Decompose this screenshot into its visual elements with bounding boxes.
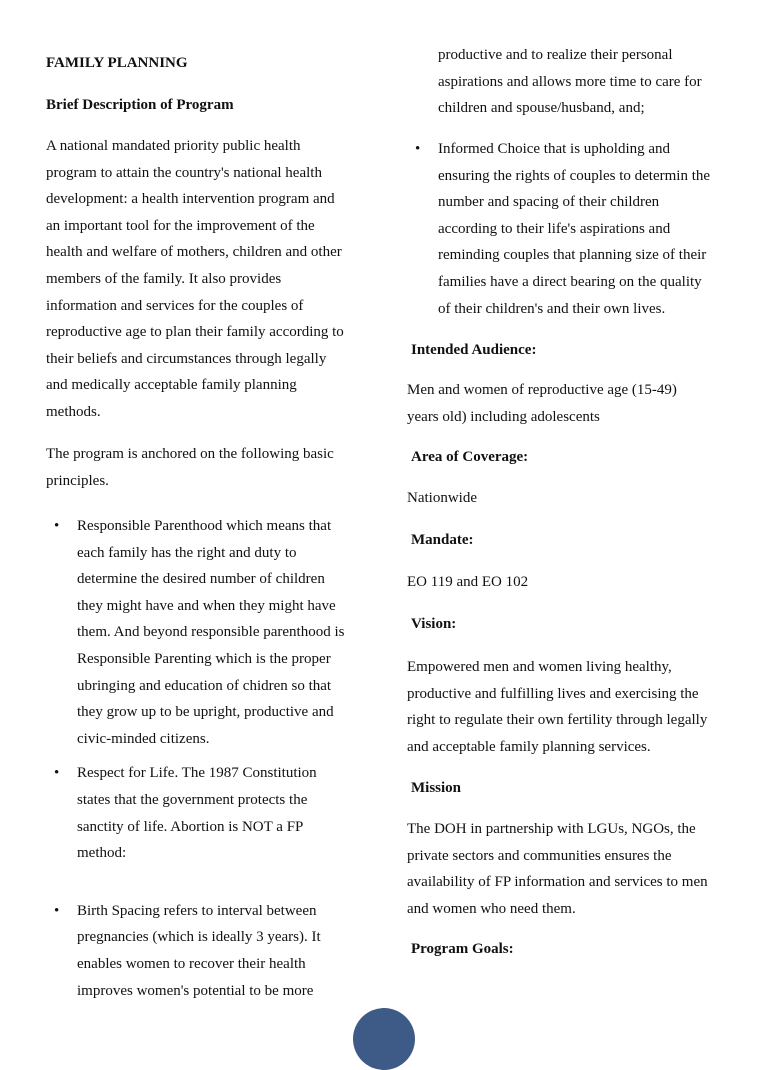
document-title: FAMILY PLANNING: [46, 55, 188, 71]
text-line: pregnancies (which is ideally 3 years). It: [77, 929, 321, 946]
principles-bullet-list-continued: [407, 136, 725, 322]
section-heading-mandate: Mandate:: [411, 532, 474, 548]
text-line: Birth Spacing refers to interval between: [77, 902, 317, 919]
text-line: states that the government protects the: [77, 791, 308, 808]
section-heading-brief-description: Brief Description of Program: [46, 97, 234, 113]
text-line: productive and to realize their personal: [438, 47, 673, 63]
text-line: The program is anchored on the following basic: [46, 446, 334, 462]
section-body-mandate: [407, 569, 725, 596]
section-body-vision: [407, 654, 725, 760]
text-line: ensuring the rights of couples to determin the: [438, 167, 711, 184]
section-body-area-of-coverage: [407, 485, 725, 512]
text-line: private sectors and communities ensures the: [407, 847, 672, 864]
list-item: [46, 513, 358, 752]
text-line: Men and women of reproductive age (15-49): [407, 382, 677, 398]
text-line: number and spacing of their children: [438, 194, 660, 211]
text-line: civic-minded citizens.: [77, 730, 210, 747]
bullet-icon: •: [54, 765, 60, 782]
text-line: improves women's potential to be more: [77, 982, 314, 999]
text-line: of their children's and their own lives.: [438, 300, 666, 317]
section-body-intended-audience: [407, 377, 725, 430]
section-heading-program-goals: Program Goals:: [411, 941, 514, 957]
text-line: and medically acceptable family planning: [46, 377, 297, 394]
section-heading-area-of-coverage: Area of Coverage:: [411, 449, 529, 465]
text-line: each family has the right and duty to: [77, 544, 297, 561]
text-line: enables women to recover their health: [77, 955, 306, 972]
text-line: according to their life's aspirations and: [438, 220, 671, 237]
text-line: members of the family. It also provides: [46, 270, 282, 287]
bullet-icon: •: [54, 902, 60, 919]
text-line: Empowered men and women living healthy,: [407, 659, 672, 675]
text-line: and women who need them.: [407, 900, 576, 917]
text-line: methods.: [46, 403, 101, 420]
text-line: A national mandated priority public health: [46, 138, 301, 154]
text-line: information and services for the couples of: [46, 297, 304, 314]
section-heading-vision: Vision:: [411, 616, 457, 632]
text-line: EO 119 and EO 102: [407, 574, 529, 590]
text-line: right to regulate their own fertility through legally: [407, 712, 708, 729]
text-line: they grow up to be upright, productive and: [77, 704, 334, 721]
text-line: families have a direct bearing on the quality: [438, 273, 702, 290]
text-line: years old) including adolescents: [407, 408, 600, 425]
section-heading-mission: Mission: [411, 780, 462, 796]
section-heading-intended-audience: Intended Audience:: [411, 342, 537, 358]
continued-bullet-text: [438, 42, 725, 122]
bullet-icon: •: [54, 518, 60, 534]
text-line: Informed Choice that is upholding and: [438, 141, 671, 157]
text-line: method:: [77, 845, 127, 862]
text-line: their beliefs and circumstances through legally: [46, 350, 327, 367]
page-number-badge: [353, 1008, 415, 1070]
text-line: reminding couples that planning size of their: [438, 247, 707, 264]
text-line: Responsible Parenting which is the proper: [77, 650, 331, 667]
text-line: determine the desired number of children: [77, 571, 325, 588]
list-item: [46, 760, 358, 866]
text-line: aspirations and allows more time to care for: [438, 73, 702, 90]
text-line: ubringing and education of chidren so that: [77, 677, 332, 694]
text-line: development: a health intervention program and: [46, 191, 335, 208]
list-item: [46, 898, 358, 1004]
principles-bullet-list: [46, 513, 358, 1004]
text-line: Respect for Life. The 1987 Constitution: [77, 765, 317, 782]
text-line: availability of FP information and services to men: [407, 874, 708, 891]
text-line: an important tool for the improvement of the: [46, 217, 315, 234]
intro-paragraph: [46, 133, 358, 426]
section-body-mission: [407, 816, 725, 922]
text-line: principles.: [46, 472, 109, 489]
text-line: productive and fulfilling lives and exercising the: [407, 685, 699, 702]
text-line: health and welfare of mothers, children and other: [46, 244, 342, 261]
text-line: Nationwide: [407, 490, 477, 506]
text-line: reproductive age to plan their family according to: [46, 324, 344, 341]
text-line: Responsible Parenthood which means that: [77, 518, 332, 534]
text-line: The DOH in partnership with LGUs, NGOs, the: [407, 821, 696, 837]
text-line: program to attain the country's national health: [46, 164, 322, 181]
text-line: children and spouse/husband, and;: [438, 100, 645, 117]
text-line: they might have and when they might have: [77, 597, 336, 614]
text-line: and acceptable family planning services.: [407, 738, 651, 755]
list-item: [407, 136, 725, 322]
text-line: sanctity of life. Abortion is NOT a FP: [77, 818, 304, 835]
text-line: them. And beyond responsible parenthood is: [77, 624, 345, 641]
bullet-icon: •: [415, 141, 421, 157]
principles-intro-paragraph: [46, 441, 358, 494]
